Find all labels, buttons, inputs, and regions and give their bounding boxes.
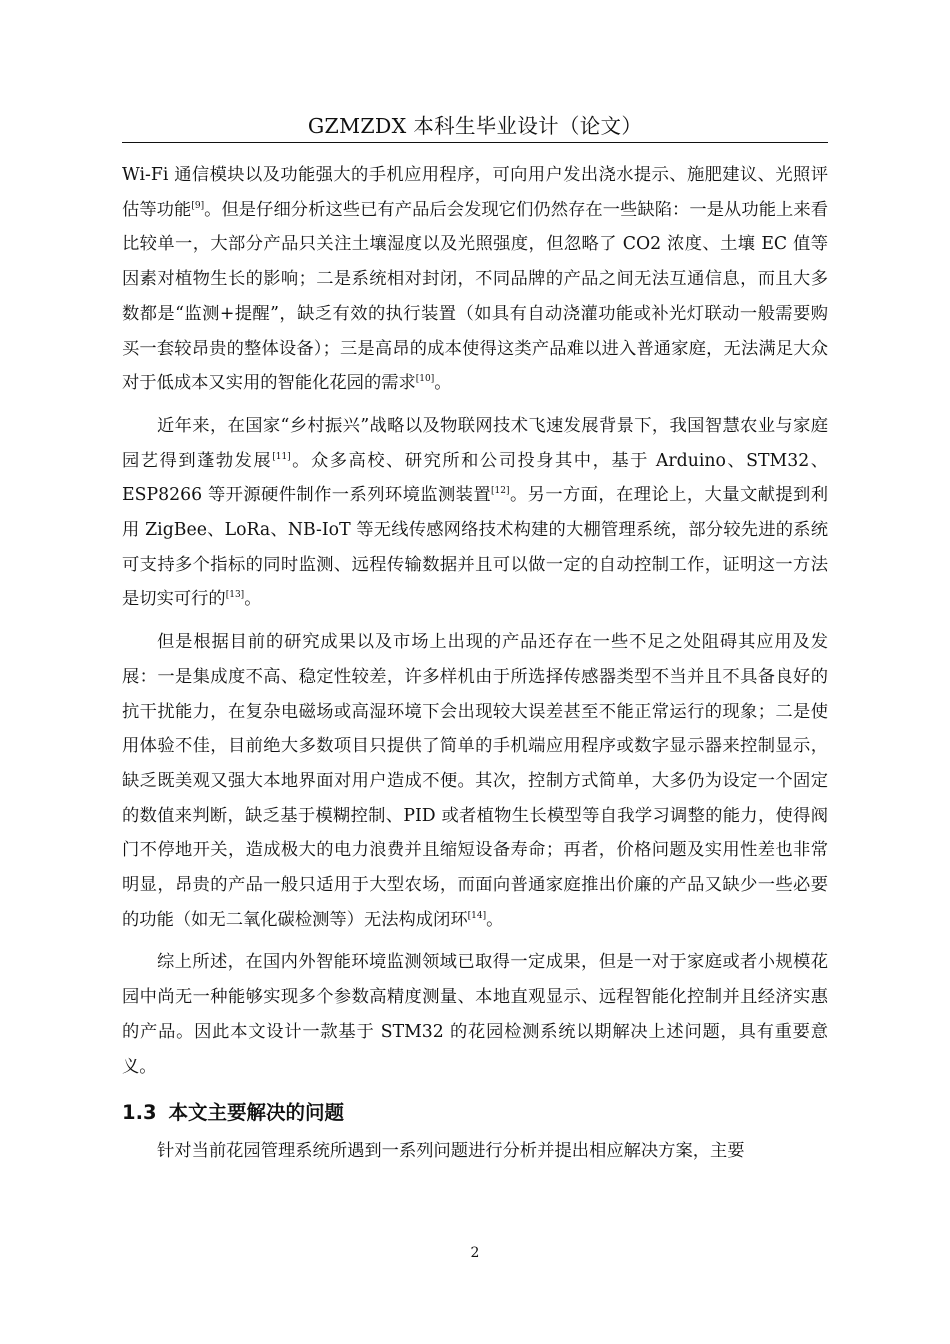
page-number: 2 bbox=[470, 1245, 480, 1261]
page-body bbox=[122, 158, 828, 1169]
citation-14: [14] bbox=[467, 911, 487, 921]
citation-9: [9] bbox=[191, 200, 205, 211]
paragraph-2-text-b: 。众多高校、研究所和公司投身其中，基于 Arduino、STM32、ESP8266 等开源硬件制作一系列环境监测装置 bbox=[122, 450, 828, 506]
paragraph-3-text-b: 。 bbox=[486, 909, 504, 930]
citation-13: [13] bbox=[225, 590, 245, 601]
paragraph-1-text-a: Wi-Fi 通信模块以及功能强大的手机应用程序，可向用户发出浇水提示、施肥建议、光照评估等功能 bbox=[122, 165, 828, 220]
citation-12: [12] bbox=[491, 486, 510, 497]
paragraph-gap bbox=[122, 401, 828, 409]
paragraph-3-text-a: 但是根据目前的研究成果以及市场上出现的产品还存在一些不足之处阻碍其应用及发展：一是集成度不高、稳定性较差，许多样机由于所选择传感器类型不当并且不具备良好的抗干扰能力，在复杂电磁场或高湿环境下会出现较大误差甚至不能正常运行的现象；二是使用体验不佳，目前绝大多数项目只提供了简单的手机端应用程序或数字显示器来控制显示，缺乏既美观又强大本地界面对用户造成不便。其次，控制方式简单，大多仍为设定一个固定的数值来判断，缺乏基于模糊控制、PID 或者植物生长模型等自我学习调整的能力，使得阀门不停地开关，造成极大的电力浪费并且缩短设备寿命；再者，价格问题及实用性差也非常明显，昂贵的产品一般只适用于大型农场，而面向普通家庭推出价廉的产品又缺少一些必要的功能（如无二氧化碳检测等）无法构成闭环 bbox=[122, 632, 828, 930]
section-heading bbox=[122, 1092, 828, 1134]
section-title: 本文主要解决的问题 bbox=[168, 1101, 345, 1125]
citation-10: [10] bbox=[415, 374, 435, 385]
paragraph-4: 综上所述，在国内外智能环境监测领域已取得一定成果，但是一对于家庭或者小规模花园中尚无一种能够实现多个参数高精度测量、本地直观显示、远程智能化控制并且经济实惠的产品。因此本文设计一款基于 STM32 的花园检测系统以期解决上述问题，具有重要意义。 bbox=[122, 952, 828, 1077]
paragraph-2 bbox=[122, 409, 828, 617]
header-rule bbox=[122, 142, 828, 143]
paragraph-gap bbox=[122, 937, 828, 945]
citation-11: [11] bbox=[272, 451, 291, 462]
paragraph-5: 针对当前花园管理系统所遇到一系列问题进行分析并提出相应解决方案，主要 bbox=[157, 1141, 745, 1162]
paragraph-1-text-b: 。但是仔细分析这些已有产品后会发现它们仍然存在一些缺陷：一是从功能上来看比较单一，大部分产品只关注土壤湿度以及光照强度，但忽略了 CO2 浓度、土壤 EC 值等因素对植物生长的影响；二是系统相对封闭，不同品牌的产品之间无法互通信息，而且大多数都是“监测+提醒”，缺乏有效的执行装置（如具有自动浇灌功能或补光灯联动一般需要购买一套较昂贵的整体设备）；三是高昂的成本使得这类产品难以进入普通家庭，无法满足大众对于低成本又实用的智能化花园的需求 bbox=[122, 199, 828, 394]
paragraph-2-text-a: 近年来，在国家“乡村振兴”战略以及物联网技术飞速发展背景下，我国智慧农业与家庭园艺得到蓬勃发展 bbox=[122, 415, 828, 471]
page-header: GZMZDX 本科生毕业设计（论文） bbox=[307, 114, 643, 138]
paragraph-1-text-c: 。 bbox=[434, 373, 452, 394]
paragraph-1 bbox=[122, 158, 828, 401]
paragraph-2-text-d: 。 bbox=[244, 589, 262, 610]
paragraph-gap bbox=[122, 1084, 828, 1092]
section-number: 1.3 bbox=[122, 1101, 157, 1125]
paragraph-2-text-c: 。另一方面，在理论上，大量文献提到利用 ZigBee、LoRa、NB-IoT 等无线传感网络技术构建的大棚管理系统，部分较先进的系统可支持多个指标的同时监测、远程传输数据并且可以做一定的自动控制工作，证明这一方法是切实可行的 bbox=[122, 485, 828, 610]
paragraph-gap bbox=[122, 617, 828, 625]
paragraph-3 bbox=[122, 625, 828, 937]
